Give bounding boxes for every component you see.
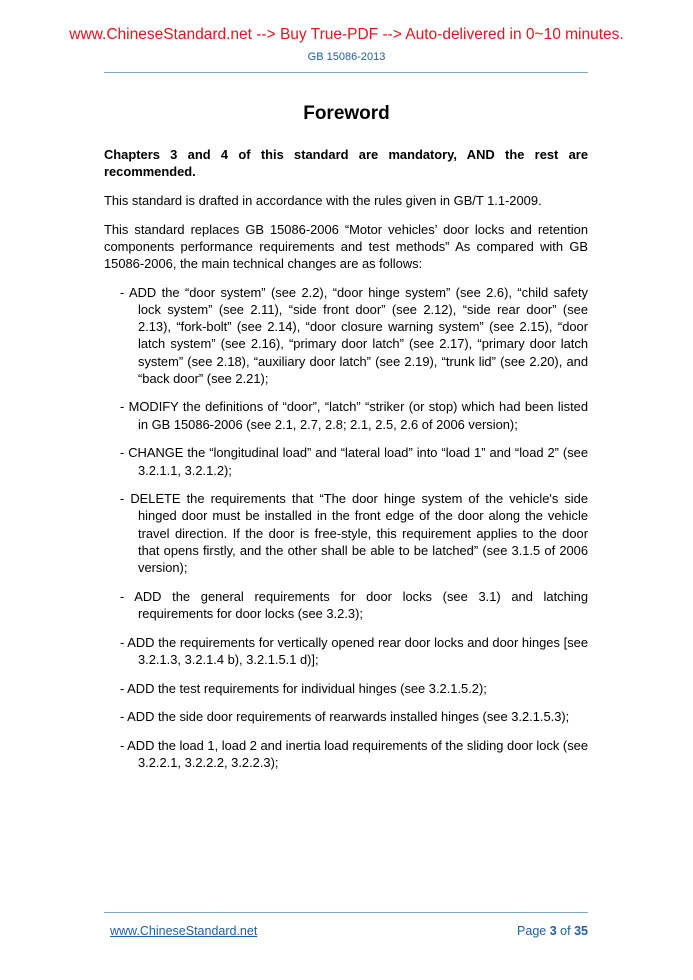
drafting-rules-paragraph: This standard is drafted in accordance with the rules given in GB/T 1.1-2009. bbox=[104, 192, 542, 208]
list-item: - CHANGE the “longitudinal load” and “lateral load” into “load 1” and “load 2” (see 3.2.1.1, 3.2.1.2); bbox=[120, 445, 588, 478]
changes-list bbox=[104, 284, 588, 772]
replacement-paragraph: This standard replaces GB 15086-2006 “Motor vehicles’ door locks and retention components performance requirements and test methods” As compared with GB 15086-2006, the main technical changes are as follows: bbox=[104, 221, 588, 272]
list-item: - ADD the general requirements for door locks (see 3.1) and latching requirements for door locks (see 3.2.3); bbox=[120, 588, 588, 621]
standard-code: GB 15086-2013 bbox=[307, 51, 386, 63]
header-banner[interactable]: www.ChineseStandard.net --> Buy True-PDF --> Auto-delivered in 0~10 minutes. bbox=[69, 26, 624, 43]
list-item: - DELETE the requirements that “The door hinge system of the vehicle's side hinged door must be installed in the front edge of the door along the vehicle travel direction. If the door is free-style, this requirement applies to the door that opens firstly, and the other shall be able to be latched” (see 3.1.5 of 2006 version); bbox=[120, 491, 588, 576]
mandatory-statement: Chapters 3 and 4 of this standard are mandatory, AND the rest are recommended. bbox=[104, 147, 588, 180]
page-title: Foreword bbox=[303, 103, 390, 124]
list-item: - ADD the load 1, load 2 and inertia load requirements of the sliding door lock (see 3.2.2.1, 3.2.2.2, 3.2.2.3); bbox=[120, 737, 588, 771]
list-item: - MODIFY the definitions of “door”, “latch” “striker (or stop) which had been listed in GB 15086-2006 (see 2.1, 2.7, 2.8; 2.1, 2.5, 2.6 of 2006 version); bbox=[120, 399, 588, 432]
list-item: - ADD the “door system” (see 2.2), “door hinge system” (see 2.6), “child safety lock system” (see 2.11), “side front door” (see 2.12), “side rear door” (see 2.13), “fork-bolt” (see 2.14), “door closure warning system” (see 2.15), “door latch system” (see 2.16), “primary door latch” (see 2.17), “primary door latch system” (see 2.18), “auxiliary door latch” (see 2.19), “trunk lid” (see 2.20), and “back door” (see 2.21); bbox=[120, 284, 588, 386]
page-total: 35 bbox=[574, 924, 588, 938]
page-label: Page bbox=[517, 924, 547, 938]
header-divider bbox=[104, 72, 588, 73]
list-item: - ADD the requirements for vertically opened rear door locks and door hinges [see 3.2.1.3, 3.2.1.4 b), 3.2.1.5.1 d)]; bbox=[120, 634, 588, 667]
page-of: of bbox=[560, 924, 571, 938]
footer-site-link[interactable]: www.ChineseStandard.net bbox=[110, 924, 258, 938]
list-item: - ADD the test requirements for individual hinges (see 3.2.1.5.2); bbox=[120, 680, 487, 696]
page-current: 3 bbox=[549, 924, 557, 938]
list-item: - ADD the side door requirements of rearwards installed hinges (see 3.2.1.5.3); bbox=[120, 709, 570, 725]
footer-divider bbox=[104, 912, 588, 913]
page-number bbox=[517, 924, 588, 938]
foreword-body bbox=[104, 146, 588, 783]
